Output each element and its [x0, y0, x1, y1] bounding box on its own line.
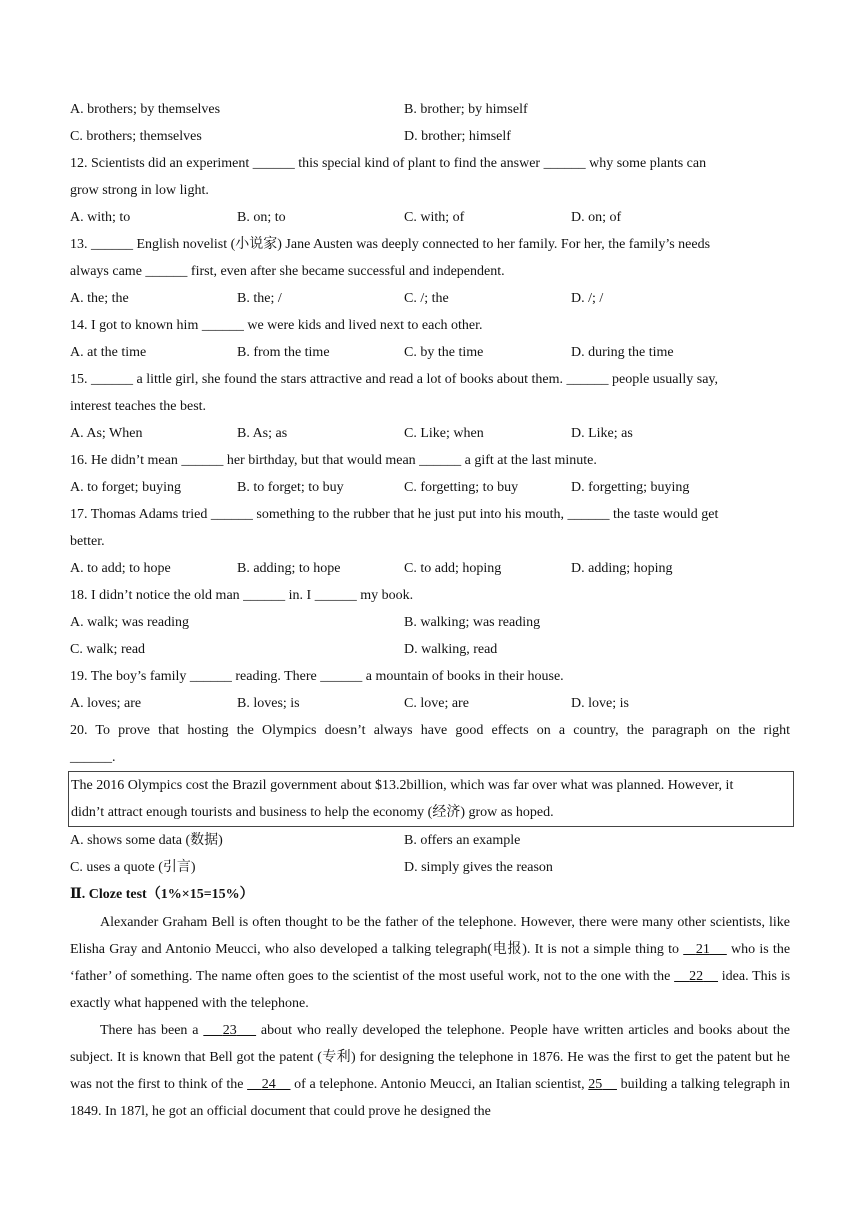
q20-box-line-2: didn’t attract enough tourists and business to help the economy (经济) grow as hoped. — [71, 805, 554, 820]
q17-stem-line-1: 17. Thomas Adams tried ______ something to the rubber that he just put into his mouth, ______ the taste would get — [70, 507, 719, 522]
q12-stem-line-2: grow strong in low light. — [70, 183, 209, 198]
q13-stem-line-1: 13. ______ English novelist (小说家) Jane Austen was deeply connected to her family. For her, the family’s needs — [70, 237, 711, 252]
q19-option-d[interactable]: D. love; is — [571, 696, 629, 711]
cloze-p1-text-1: Alexander Graham Bell is often thought to be the father of the telephone. However, there were many other — [100, 915, 707, 930]
q12-option-d[interactable]: D. on; of — [571, 210, 622, 225]
q17-options — [70, 555, 790, 582]
q14-option-c[interactable]: C. by the time — [404, 345, 484, 360]
q16-options — [70, 474, 790, 501]
q14-options — [70, 339, 790, 366]
q11-options-row-1 — [70, 96, 790, 123]
worksheet-page — [70, 96, 790, 1125]
q19-option-b[interactable]: B. loves; is — [237, 696, 300, 711]
q11-option-d[interactable]: D. brother; himself — [404, 129, 511, 144]
cloze-blank-23[interactable] — [203, 1023, 256, 1038]
cloze-paragraph-1 — [70, 909, 790, 1017]
q17-option-d[interactable]: D. adding; hoping — [571, 561, 673, 576]
cloze-blank-25[interactable] — [588, 1077, 617, 1092]
cloze-p2-text-2: about who really developed the telephone. People have written articles and books — [256, 1023, 733, 1038]
q18-options-row-1 — [70, 609, 790, 636]
q17-option-c[interactable]: C. to add; hoping — [404, 561, 502, 576]
q20-option-a[interactable]: A. shows some data (数据) — [70, 833, 223, 848]
q13-option-d[interactable]: D. /; / — [571, 291, 604, 306]
cloze-blank-21[interactable] — [683, 942, 727, 957]
q15-option-a[interactable]: A. As; When — [70, 426, 143, 441]
q19-option-c[interactable]: C. love; are — [404, 696, 469, 711]
cloze-p2-text-4: get the patent but he was not the first to think of the — [70, 1050, 791, 1092]
q11-option-c[interactable]: C. brothers; themselves — [70, 129, 202, 144]
q12-option-a[interactable]: A. with; to — [70, 210, 131, 225]
q12-option-c[interactable]: C. with; of — [404, 210, 465, 225]
q18-options-row-2 — [70, 636, 790, 663]
q16-option-d[interactable]: D. forgetting; buying — [571, 480, 690, 495]
cloze-blank-22-number: 22 — [689, 969, 704, 984]
q18-option-b[interactable]: B. walking; was reading — [404, 615, 541, 630]
q20-stem-line-2: ______. — [70, 750, 116, 765]
q14-option-b[interactable]: B. from the time — [237, 345, 330, 360]
cloze-p1-text-4: who is the ‘father’ of something. The name often goes to the scientist of the most useful work, not to the — [70, 942, 791, 984]
cloze-p2-text-3: about the subject. It is known that Bell got the patent (专利) for designing the telephone in 1876. He was the first to — [70, 1023, 791, 1065]
cloze-p1-text-2: scientists, like Elisha Gray and Antonio Meucci, who also developed a talking telegraph(电报). It is not a simple thing — [70, 915, 791, 957]
q17-option-b[interactable]: B. adding; to hope — [237, 561, 341, 576]
q12-options — [70, 204, 790, 231]
q13-option-a[interactable]: A. the; the — [70, 291, 129, 306]
q18-option-d[interactable]: D. walking, read — [404, 642, 498, 657]
q15-stem-line-1: 15. ______ a little girl, she found the stars attractive and read a lot of books about them. ______ people usually say, — [70, 372, 718, 387]
cloze-p1-text-5: one with the — [600, 969, 675, 984]
q20-options-row-1 — [70, 827, 790, 854]
q15-stem-line-2: interest teaches the best. — [70, 399, 207, 414]
cloze-p1-text-6: idea. This is exactly what happened with the telephone. — [70, 969, 791, 1011]
q16-option-a[interactable]: A. to forget; buying — [70, 480, 181, 495]
q20-box-line-1: The 2016 Olympics cost the Brazil government about $13.2billion, which was far over what was planned. However, it — [71, 778, 734, 793]
cloze-paragraph-2 — [70, 1017, 790, 1125]
cloze-blank-24-number: 24 — [261, 1077, 276, 1092]
q15-option-b[interactable]: B. As; as — [237, 426, 288, 441]
q11-option-a[interactable]: A. brothers; by themselves — [70, 102, 221, 117]
q12-stem-line-1: 12. Scientists did an experiment ______ this special kind of plant to find the answer ______ why some plants can — [70, 156, 707, 171]
q15-option-d[interactable]: D. Like; as — [571, 426, 633, 441]
q15-options — [70, 420, 790, 447]
q16-option-c[interactable]: C. forgetting; to buy — [404, 480, 519, 495]
q18-option-a[interactable]: A. walk; was reading — [70, 615, 189, 630]
q13-options — [70, 285, 790, 312]
q18-option-c[interactable]: C. walk; read — [70, 642, 146, 657]
q12-option-b[interactable]: B. on; to — [237, 210, 286, 225]
q16-stem-line-1: 16. He didn’t mean ______ her birthday, but that would mean ______ a gift at the last minute. — [70, 453, 597, 468]
cloze-blank-22[interactable] — [674, 969, 718, 984]
q14-option-d[interactable]: D. during the time — [571, 345, 674, 360]
cloze-blank-24[interactable] — [247, 1077, 290, 1092]
cloze-p2-text-5: of a telephone. Antonio Meucci, an Italian scientist, — [290, 1077, 585, 1092]
cloze-blank-23-number: 23 — [222, 1023, 237, 1038]
cloze-p2-text-1: There has been a — [100, 1023, 204, 1038]
q17-stem-line-2: better. — [70, 534, 105, 549]
q20-option-b[interactable]: B. offers an example — [404, 833, 521, 848]
q20-option-c[interactable]: C. uses a quote (引言) — [70, 860, 196, 875]
cloze-p1-text-3: to — [668, 942, 684, 957]
q16-option-b[interactable]: B. to forget; to buy — [237, 480, 344, 495]
cloze-blank-21-number: 21 — [695, 942, 710, 957]
q19-option-a[interactable]: A. loves; are — [70, 696, 142, 711]
cloze-p2-text-6: building a talking telegraph in 1849. In 187l, he got an official document that could prove he designed the — [70, 1077, 791, 1119]
q15-option-c[interactable]: C. Like; when — [404, 426, 484, 441]
q13-option-b[interactable]: B. the; / — [237, 291, 282, 306]
q13-stem-line-2: always came ______ first, even after she became successful and independent. — [70, 264, 505, 279]
q14-option-a[interactable]: A. at the time — [70, 345, 147, 360]
cloze-section-title: Ⅱ. Cloze test（1%×15=15%） — [70, 887, 254, 902]
q20-passage-box — [68, 771, 794, 827]
q14-stem-line-1: 14. I got to known him ______ we were kids and lived next to each other. — [70, 318, 483, 333]
q19-options — [70, 690, 790, 717]
q17-option-a[interactable]: A. to add; to hope — [70, 561, 171, 576]
q20-option-d[interactable]: D. simply gives the reason — [404, 860, 553, 875]
q20-stem-line-1: 20. To prove that hosting the Olympics doesn’t always have good effects on a country, the paragraph on the right — [70, 723, 790, 738]
cloze-blank-25-number: 25 — [588, 1077, 603, 1092]
q18-stem-line-1: 18. I didn’t notice the old man ______ in. I ______ my book. — [70, 588, 414, 603]
q13-option-c[interactable]: C. /; the — [404, 291, 449, 306]
q11-options-row-2 — [70, 123, 790, 150]
q19-stem-line-1: 19. The boy’s family ______ reading. There ______ a mountain of books in their house. — [70, 669, 564, 684]
q11-option-b[interactable]: B. brother; by himself — [404, 102, 528, 117]
q20-options-row-2 — [70, 854, 790, 881]
